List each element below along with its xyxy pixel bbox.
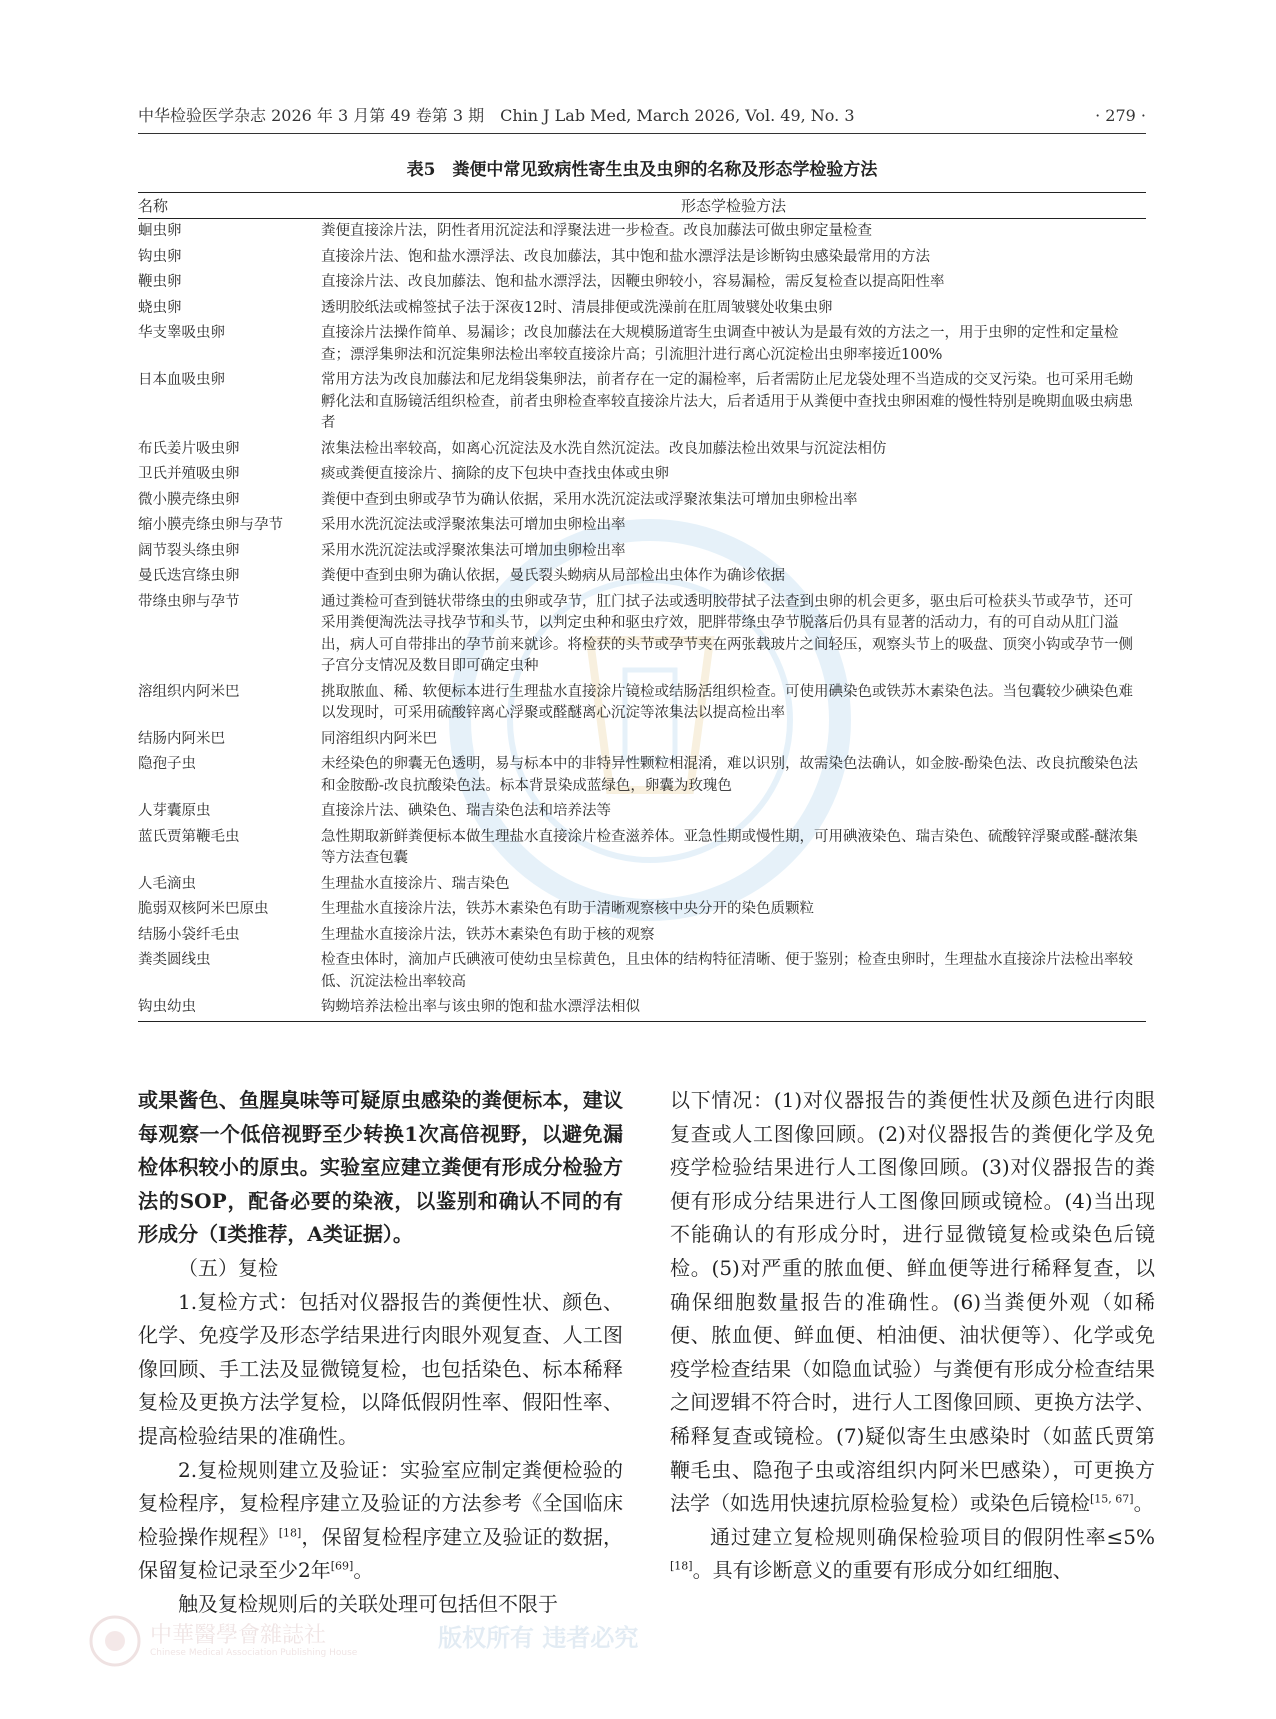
- publisher-mark: [88, 1614, 639, 1674]
- table-row: [138, 321, 1146, 368]
- journal-citation: 中华检验医学杂志 2026 年 3 月第 49 卷第 3 期 Chin J Lab Med, March 2026, Vol. 49, No. 3: [138, 106, 855, 125]
- paragraph-false-negative: [670, 1521, 1155, 1588]
- parasite-name-cell: 布氏姜片吸虫卵: [138, 440, 240, 457]
- paragraph-recheck-handling: 触及复检规则后的关联处理可包括但不限于: [178, 1591, 558, 1616]
- method-cell: 急性期取新鲜粪便标本做生理盐水直接涂片检查滋养体。亚急性期或慢性期，可用碘液染色、瑞吉染色、硫酸锌浮聚或醛-醚浓集等方法查包囊: [321, 828, 1138, 866]
- parasite-name-cell: 钩虫卵: [138, 248, 182, 265]
- right-column: [670, 1084, 1155, 1588]
- method-cell: 直接涂片法操作简单、易漏诊；改良加藤法在大规模肠道寄生虫调查中被认为是最有效的方法之一，用于虫卵的定性和定量检查；漂浮集卵法和沉淀集卵法检出率较直接涂片高；引流胆汁进行离心沉淀检出虫卵率接近100%: [321, 325, 1119, 363]
- parasite-name-cell: 蓝氏贾第鞭毛虫: [138, 828, 240, 845]
- method-cell: 常用方法为改良加藤法和尼龙绢袋集卵法，前者存在一定的漏检率，后者需防止尼龙袋处理不当造成的交叉污染。也可采用毛蚴孵化法和直肠镜活组织检查，前者虫卵检查率较直接涂片法大，后者适用于从粪便中查找虫卵困难的慢性特别是晚期血吸虫病患者: [321, 372, 1133, 431]
- method-cell: 生理盐水直接涂片、瑞吉染色: [321, 875, 510, 892]
- method-cell: 钩蚴培养法检出率与该虫卵的饱和盐水漂浮法相似: [321, 995, 1146, 1021]
- parasite-name-cell: 缩小膜壳绦虫卵与孕节: [138, 517, 283, 533]
- method-cell: 未经染色的卵囊无色透明，易与标本中的非特异性颗粒相混淆，难以识别，故需染色法确认，如金胺-酚染色法、改良抗酸染色法和金胺酚-改良抗酸染色法。标本背景染成蓝绿色，卵囊为玫瑰色: [321, 756, 1138, 794]
- paragraph-recheck-rules: [138, 1454, 623, 1588]
- parasite-name-cell: 华支睾吸虫卵: [138, 325, 225, 341]
- parasite-name-cell: 结肠小袋纤毛虫: [138, 926, 240, 943]
- table-row: [138, 825, 1146, 872]
- parasite-name-cell: 隐孢子虫: [138, 756, 196, 772]
- parasite-name-cell: 曼氏迭宫绦虫卵: [138, 568, 240, 584]
- section-heading-recheck: （五）复检: [178, 1255, 278, 1280]
- parasite-name-cell: 日本血吸虫卵: [138, 372, 225, 388]
- method-cell: 直接涂片法、改良加藤法、饱和盐水漂浮法，因鞭虫卵较小，容易漏检，需反复检查以提高阳性率: [321, 274, 945, 290]
- parasite-table: [138, 192, 1146, 1022]
- method-cell: 通过粪检可查到链状带绦虫的虫卵或孕节，肛门拭子法或透明胶带拭子法查到虫卵的机会更多，驱虫后可检获头节或孕节，还可采用粪便淘洗法寻找孕节和头节，以判定虫种和驱虫疗效，肥胖带绦虫孕节脱落后仍具有显著的活动力，有的可自动从肛门溢出，病人可自带排出的孕节前来就诊。将检获的头节或孕节夹在两张载玻片之间轻压，观察头节上的吸盘、顶突小钩或孕节一侧子宫分支情况及数目即可确定虫种: [321, 593, 1133, 674]
- parasite-name-cell: 蛔虫卵: [138, 223, 182, 239]
- parasite-name-cell: 卫氏并殖吸虫卵: [138, 466, 240, 482]
- paragraph-recheck-method: 1.复检方式：包括对仪器报告的粪便性状、颜色、化学、免疫学及形态学结果进行肉眼外观复查、人工图像回顾、手工法及显微镜复检，也包括染色、标本稀释复检及更换方法学复检，以降低假阴性率、假阳性率、提高检验结果的准确性。: [138, 1289, 623, 1448]
- table-row: [138, 488, 1146, 514]
- method-cell: 直接涂片法、碘染色、瑞吉染色法和培养法等: [321, 803, 611, 819]
- parasite-name-cell: 阔节裂头绦虫卵: [138, 542, 240, 559]
- parasite-name-cell: 脆弱双核阿米巴原虫: [138, 901, 269, 917]
- text: 2.复检规则建立及验证：实验室应制定粪便检验的复检程序，复检程序建立及验证的方法参考《全国临床检验操作规程》: [138, 1457, 623, 1549]
- left-column: [138, 1084, 623, 1622]
- header-method: 形态学检验方法: [321, 193, 1146, 219]
- parasite-name-cell: 人毛滴虫: [138, 875, 196, 892]
- header-name: 名称: [138, 193, 321, 219]
- table-row: [138, 680, 1146, 727]
- parasite-name-cell: 带绦虫卵与孕节: [138, 593, 240, 610]
- table-row: [138, 799, 1146, 825]
- table-caption: 表5 粪便中常见致病性寄生虫及虫卵的名称及形态学检验方法: [406, 160, 878, 180]
- table-row: [138, 590, 1146, 680]
- copyright-tag: 版权所有 违者必究: [438, 1624, 639, 1652]
- method-cell: 透明胶纸法或棉签拭子法于深夜12时、清晨排便或洗澡前在肛周皱襞处收集虫卵: [321, 299, 833, 316]
- page-number: · 279 ·: [1095, 106, 1146, 125]
- text: ，保留复检程序建立及验证的数据，保留复检记录至少2年: [138, 1524, 624, 1583]
- citation: [69]: [330, 1559, 354, 1573]
- text: 以下情况：(1)对仪器报告的粪便性状及颜色进行肉眼复查或人工图像回顾。(2)对仪器报告的粪便化学及免疫学检验结果进行人工图像回顾。(3)对仪器报告的粪便有形成分结果进行人工图像回顾或镜检。(4)当出现不能确认的有形成分时，进行显微镜复检或染色后镜检。(5)对严重的脓血便、鲜血便等进行稀释复查，以确保细胞数量报告的准确性。(6)当粪便外观（如稀便、脓血便、鲜血便、柏油便、油状便等）、化学或免疫学检查结果（如隐血试验）与粪便有形成分检查结果之间逻辑不符合时，进行人工图像回顾、更换方法学、稀释复查或镜检。(7)疑似寄生虫感染时（如蓝氏贾第鞭毛虫、隐孢子虫或溶组织内阿米巴感染），可更换方法学（如选用快速抗原检验复检）或染色后镜检: [670, 1088, 1155, 1516]
- method-cell: 直接涂片法、饱和盐水漂浮法、改良加藤法，其中饱和盐水漂浮法是诊断钩虫感染最常用的方法: [321, 248, 930, 265]
- table-row: [138, 923, 1146, 949]
- table-row: [138, 727, 1146, 753]
- publisher-seal-icon: [88, 1614, 142, 1668]
- table-row: [138, 296, 1146, 322]
- citation: [15, 67]: [1090, 1492, 1134, 1506]
- table-row: [138, 948, 1146, 995]
- text: 。: [353, 1558, 374, 1583]
- parasite-name-cell: 微小膜壳绦虫卵: [138, 491, 240, 508]
- parasite-name-cell: 粪类圆线虫: [138, 952, 211, 968]
- recommendation-paragraph: 或果酱色、鱼腥臭味等可疑原虫感染的粪便标本，建议每观察一个低倍视野至少转换1次高倍视野，以避免漏检体积较小的原虫。实验室应建立粪便有形成分检验方法的SOP，配备必要的染液，以鉴别和确认不同的有形成分（Ⅰ类推荐，A类证据）。: [138, 1088, 623, 1247]
- table-row: [138, 437, 1146, 463]
- method-cell: 同溶组织内阿米巴: [321, 730, 437, 747]
- method-cell: 痰或粪便直接涂片、摘除的皮下包块中查找虫体或虫卵: [321, 466, 669, 482]
- table-row: [138, 368, 1146, 437]
- citation: [18]: [278, 1526, 302, 1540]
- table-row: [138, 752, 1146, 799]
- table-row: [138, 270, 1146, 296]
- publisher-name: 中華醫學會雜誌社: [150, 1623, 327, 1648]
- parasite-name-cell: 结肠内阿米巴: [138, 730, 225, 747]
- citation: [18]: [670, 1559, 693, 1573]
- table-row: [138, 245, 1146, 271]
- method-cell: 粪便直接涂片法，阴性者用沉淀法和浮聚法进一步检查。改良加藤法可做虫卵定量检查: [321, 223, 872, 239]
- method-cell: 粪便中查到虫卵为确认依据，曼氏裂头蚴病从局部检出虫体作为确诊依据: [321, 568, 785, 584]
- text: 。具有诊断意义的重要有形成分如红细胞、: [692, 1558, 1073, 1583]
- parasite-name-cell: 鞭虫卵: [138, 274, 182, 290]
- table-row: [138, 897, 1146, 923]
- method-cell: 采用水洗沉淀法或浮聚浓集法可增加虫卵检出率: [321, 517, 626, 533]
- running-header: [138, 103, 1146, 134]
- paragraph-handling-list: [670, 1084, 1155, 1521]
- parasite-name-cell: 溶组织内阿米巴: [138, 683, 240, 700]
- parasite-name-cell: 人芽囊原虫: [138, 803, 211, 819]
- method-cell: 粪便中查到虫卵或孕节为确认依据，采用水洗沉淀法或浮聚浓集法可增加虫卵检出率: [321, 491, 858, 508]
- method-cell: 挑取脓血、稀、软便标本进行生理盐水直接涂片镜检或结肠活组织检查。可使用碘染色或铁苏木素染色法。当包囊较少碘染色难以发现时，可采用硫酸锌离心浮聚或醛醚离心沉淀等浓集法以提高检出率: [321, 683, 1133, 721]
- text: 。: [1133, 1491, 1154, 1516]
- table-row: [138, 995, 1146, 1021]
- method-cell: 检查虫体时，滴加卢氏碘液可使幼虫呈棕黄色，且虫体的结构特征清晰、便于鉴别；检查虫卵时，生理盐水直接涂片法检出率较低、沉淀法检出率较高: [321, 952, 1133, 990]
- parasite-name-cell: 蛲虫卵: [138, 299, 182, 316]
- method-cell: 采用水洗沉淀法或浮聚浓集法可增加虫卵检出率: [321, 542, 626, 559]
- method-cell: 浓集法检出率较高，如离心沉淀法及水洗自然沉淀法。改良加藤法检出效果与沉淀法相仿: [321, 440, 887, 457]
- parasite-name-cell: 钩虫幼虫: [138, 995, 321, 1021]
- table-header-row: [138, 193, 1146, 219]
- table-row: [138, 219, 1146, 245]
- method-cell: 生理盐水直接涂片法，铁苏木素染色有助于核的观察: [321, 926, 655, 943]
- table-row: [138, 462, 1146, 488]
- table-row: [138, 513, 1146, 539]
- table-row: [138, 564, 1146, 590]
- table-row: [138, 872, 1146, 898]
- publisher-subtitle: Chinese Medical Association Publishing House: [150, 1648, 358, 1658]
- table-row: [138, 539, 1146, 565]
- text: 通过建立复检规则确保检验项目的假阴性率≤5%: [710, 1524, 1155, 1549]
- method-cell: 生理盐水直接涂片法，铁苏木素染色有助于清晰观察核中央分开的染色质颗粒: [321, 901, 814, 917]
